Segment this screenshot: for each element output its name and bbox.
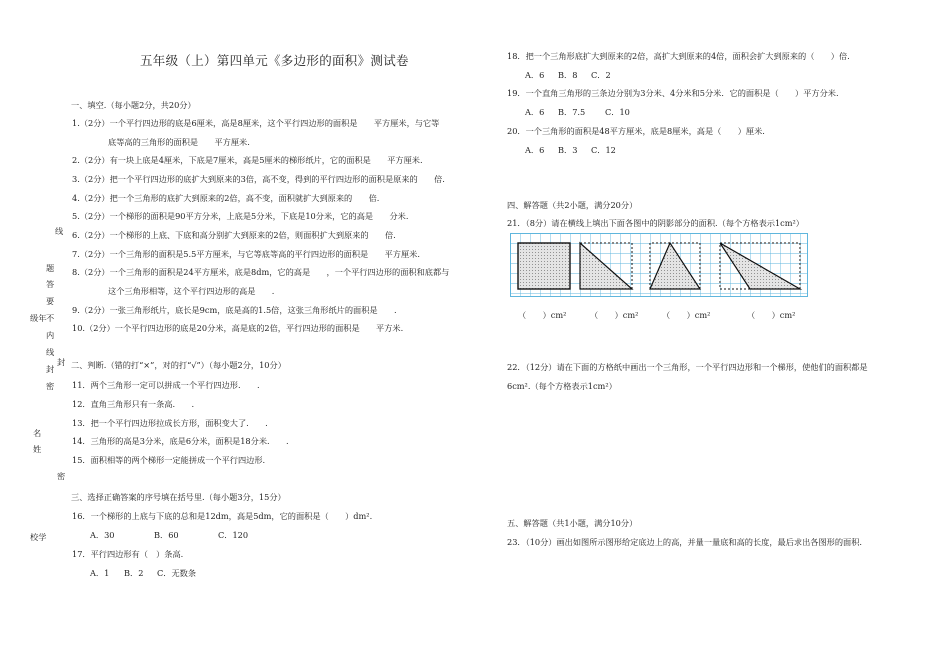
question-text: 12．直角三角形只有一条高. . <box>72 399 195 409</box>
question-text: 17．平行四边形有（ ）条高. <box>72 549 184 559</box>
option-a: A．6 <box>525 107 545 117</box>
question-text: 21．（8分）请在横线上填出下面各图中的阴影部分的面积.（每个方格表示1cm²） <box>507 218 804 228</box>
question-text: 3.（2分）把一个平行四边形的底扩大到原来的3倍，高不变，得到的平行四边形的面积是原来的 倍. <box>72 174 445 184</box>
margin-label: 线 <box>55 226 64 236</box>
question-text: 4.（2分）把一个三角形的底扩大到原来的2倍，高不变，面积就扩大到原来的 倍. <box>72 193 380 203</box>
option-b: B．3 <box>558 145 578 155</box>
margin-label: 密 <box>57 471 66 481</box>
shaded-square <box>518 243 570 289</box>
margin-label: 名 <box>33 428 42 438</box>
question-text: 14．三角形的高是3分米，底是6分米，面积是18分米. . <box>72 436 289 446</box>
option-c: C．无数条 <box>157 568 197 578</box>
question-text: 20．一个三角形的面积是48平方厘米，底是8厘米，高是（ ）厘米. <box>507 126 765 136</box>
question-text: 11．两个三角形一定可以拼成一个平行四边形. . <box>72 380 260 390</box>
section-heading: 四、解答题（共2小题，满分20分） <box>507 200 638 210</box>
question-text: 16．一个梯形的上底与下底的总和是12dm，高是5dm，它的面积是（ ）dm². <box>72 511 373 521</box>
question-text: 8.（2分）一个三角形的面积是24平方厘米，底是8dm，它的高是 ，一个平行四边形的面积和底都与 <box>72 267 450 277</box>
option-b: B．8 <box>558 70 578 80</box>
question-text: 23．（10分）画出如图所示图形给定底边上的高，并量一量底和高的长度，最后求出各图形的面积. <box>507 537 863 547</box>
answer-blank[interactable]: （ ）cm² <box>518 310 567 320</box>
option-a: A．1 <box>90 568 110 578</box>
margin-label: 校学 <box>30 532 47 542</box>
margin-label: 封 <box>57 357 66 367</box>
option-b: B．2 <box>124 568 144 578</box>
question-text: 19．一个直角三角形的三条边分别为3分米、4分米和5分米．它的面积是（ ）平方分米. <box>507 88 839 98</box>
section-heading: 三、选择正确答案的序号填在括号里.（每小题3分，15分） <box>71 492 286 502</box>
question-text: 9.（2分）一张三角形纸片，底长是9cm，底是高的1.5倍，这张三角形纸片的面积是 . <box>72 305 397 315</box>
area-grid-figure <box>510 233 808 297</box>
section-heading: 二、判断.（错的打“×”，对的打“√”）（每小题2分，10分） <box>71 360 286 370</box>
question-text: 5.（2分）一个梯形的面积是90平方分米，上底是5分米，下底是10分米，它的高是 分米. <box>72 211 409 221</box>
margin-label: 答 <box>46 279 55 289</box>
question-text: 底等高的三角形的面积是 平方厘米. <box>108 137 250 147</box>
section-heading: 五、解答题（共1小题，满分10分） <box>507 518 638 528</box>
margin-label: 要 <box>46 296 55 306</box>
question-text: 18．把一个三角形底扩大到原来的2倍，高扩大到原来的4倍，面积会扩大到原来的（ ）倍. <box>507 51 850 61</box>
margin-label: 不 <box>46 313 55 323</box>
margin-label: 封 <box>46 364 55 374</box>
question-text: 10.（2分）一个平行四边形的底是20分米，高是底的2倍，平行四边形的面积是 平方米. <box>72 323 404 333</box>
margin-label: 内 <box>46 330 55 340</box>
option-c: C．120 <box>218 530 249 540</box>
answer-blank[interactable]: （ ）cm² <box>590 310 639 320</box>
page-title: 五年级（上）第四单元《多边形的面积》测试卷 <box>140 53 409 68</box>
option-a: A．6 <box>525 145 545 155</box>
answer-blank[interactable]: （ ）cm² <box>747 310 796 320</box>
margin-label: 密 <box>46 381 55 391</box>
option-a: A．30 <box>90 530 115 540</box>
question-text: 7.（2分）一个三角形的面积是5.5平方厘米，与它等底等高的平行四边形的面积是 平方厘米. <box>72 249 420 259</box>
margin-label: 姓 <box>33 444 42 454</box>
section-heading: 一、填空.（每小题2分，共20分） <box>71 100 196 110</box>
question-text: 这个三角形相等，这个平行四边形的高是 . <box>108 286 275 296</box>
question-text: 13．把一个平行四边形拉成长方形，面积变大了. . <box>72 418 268 428</box>
question-text: 1.（2分）一个平行四边形的底是6厘米，高是8厘米，这个平行四边形的面积是 平方厘米，与它等 <box>72 118 440 128</box>
margin-label: 线 <box>46 347 55 357</box>
option-b: B．7.5 <box>558 107 586 117</box>
question-text: 6cm².（每个方格表示1cm²） <box>507 381 617 391</box>
option-a: A．6 <box>525 70 545 80</box>
option-c: C．12 <box>591 145 616 155</box>
option-c: C．10 <box>605 107 630 117</box>
option-c: C．2 <box>591 70 611 80</box>
answer-blank[interactable]: （ ）cm² <box>662 310 711 320</box>
option-b: B．60 <box>154 530 179 540</box>
margin-label: 级年 <box>30 313 47 323</box>
margin-label: 题 <box>46 263 55 273</box>
question-text: 15．面积相等的两个梯形一定能拼成一个平行四边形. <box>72 455 266 465</box>
question-text: 22．（12分）请在下面的方格纸中画出一个三角形，一个平行四边形和一个梯形，使他们的面积都是 <box>507 362 868 372</box>
question-text: 6.（2分）一个梯形的上底、下底和高分别扩大到原来的2倍，则面积扩大到原来的 倍. <box>72 230 396 240</box>
question-text: 2.（2分）有一块上底是4厘米，下底是7厘米，高是5厘米的梯形纸片，它的面积是 平方厘米. <box>72 155 423 165</box>
